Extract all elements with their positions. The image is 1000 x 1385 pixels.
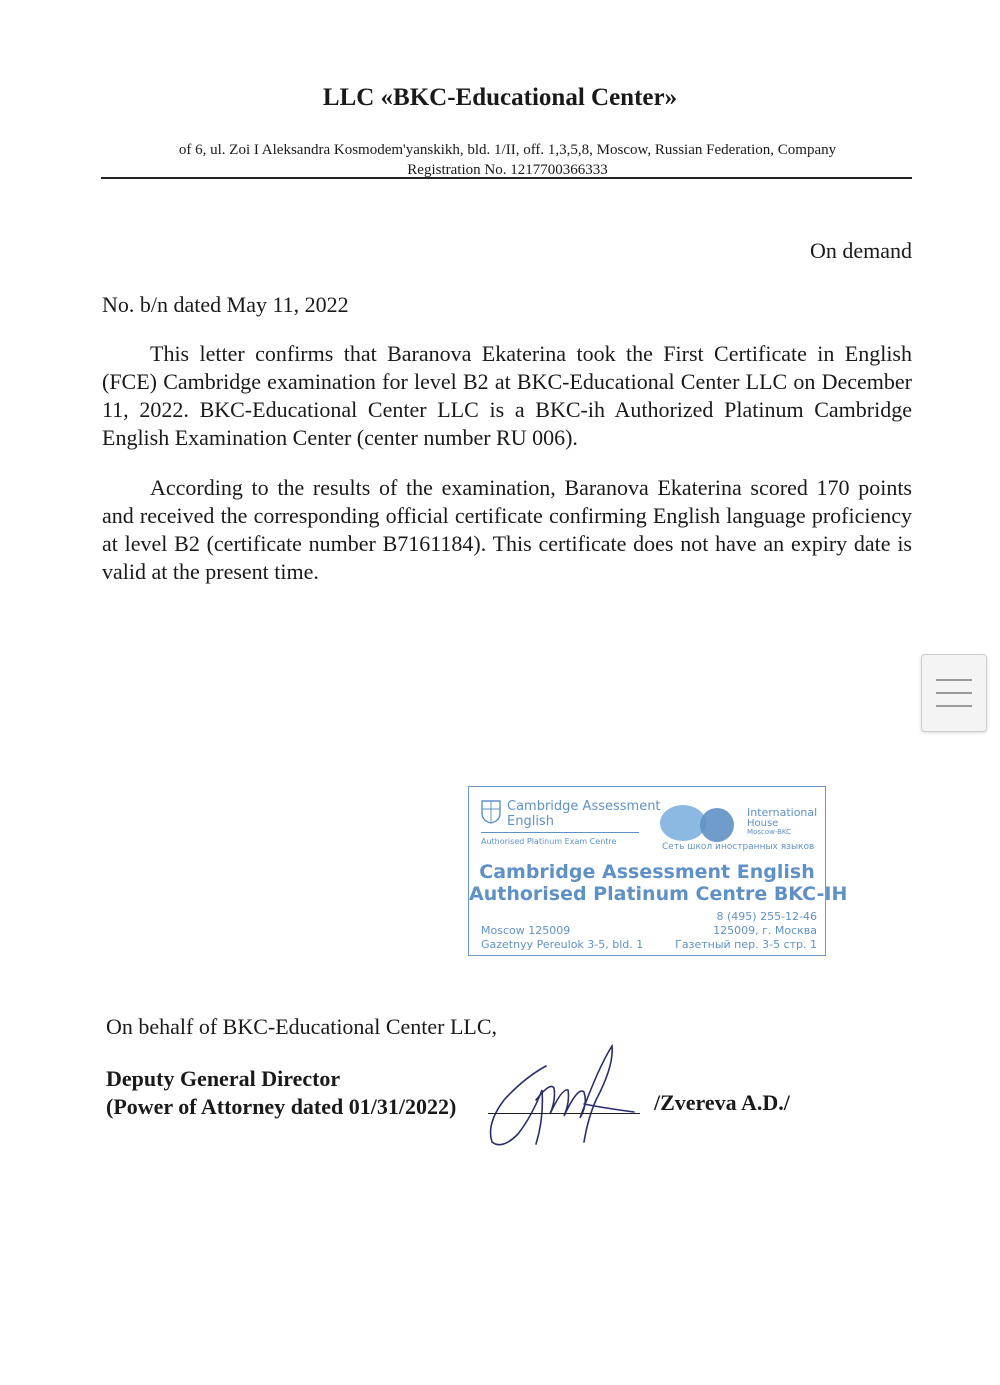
- address-line-1: of 6, ul. Zoi I Aleksandra Kosmodem'yanskikh, bld. 1/II, off. 1,3,5,8, Moscow, Russian Federation, Company: [178, 142, 837, 158]
- address-line-2: Registration No. 1217700366333: [407, 162, 608, 178]
- stamp-ih-line-2: House: [747, 818, 779, 829]
- stamp-divider: [481, 832, 639, 833]
- menu-handle-button[interactable]: [921, 654, 987, 732]
- header-divider: [101, 177, 912, 179]
- stamp-address-ru: Газетный пер. 3-5 стр. 1: [675, 938, 817, 951]
- cambridge-crest-icon: [481, 800, 501, 824]
- stamp-ih-line-1: International: [747, 806, 818, 819]
- menu-line-icon: [936, 692, 972, 694]
- stamp-city-en: Moscow 125009: [481, 924, 571, 937]
- company-address: [110, 140, 905, 180]
- bkc-ih-logo-icon: [659, 803, 737, 843]
- letter-reference: No. b/n dated May 11, 2022: [102, 292, 349, 317]
- body-paragraph-1: This letter confirms that Baranova Ekaterina took the First Certificate in English (FCE) Cambridge examination for level B2 at BKC-Educational Center LLC on December 11, 2022. BKC-Educational Center LLC is a BKC-ih Authorized Platinum Cambridge English Examination Center (center number RU 006).: [102, 341, 912, 450]
- body-paragraph-2: According to the results of the examination, Baranova Ekaterina scored 170 points and received the corresponding official certificate confirming English language proficiency at level B2 (certificate number B7161184). This certificate does not have an expiry date is valid at the present time.: [102, 475, 912, 584]
- stamp-authorised-label: Authorised Platinum Exam Centre: [481, 837, 617, 846]
- stamp-city-ru: 125009, г. Москва: [713, 924, 817, 937]
- power-of-attorney: (Power of Attorney dated 01/31/2022): [106, 1094, 457, 1119]
- on-behalf-line: On behalf of BKC-Educational Center LLC,: [106, 1014, 498, 1039]
- stamp-main-line-2: Authorised Platinum Centre BKC-IH: [469, 883, 848, 905]
- stamp-cambridge-line-2: English: [507, 814, 554, 829]
- stamp-cambridge-line-1: Cambridge Assessment: [507, 799, 661, 814]
- stamp-network-label: Сеть школ иностранных языков: [662, 842, 815, 852]
- company-name: LLC «BKC-Educational Center»: [322, 84, 678, 111]
- signature-line: [488, 1113, 640, 1114]
- stamp-address-en: Gazetnyy Pereulok 3-5, bld. 1: [481, 938, 644, 951]
- signer-role: Deputy General Director: [106, 1066, 341, 1091]
- stamp-main-line-1: Cambridge Assessment English: [479, 861, 815, 883]
- official-stamp: [468, 786, 848, 956]
- on-demand-label: On demand: [809, 238, 912, 263]
- menu-line-icon: [936, 679, 972, 681]
- stamp-ih-line-3: Moscow-BKC: [747, 828, 791, 836]
- handwritten-signature: [484, 1038, 659, 1153]
- stamp-phone: 8 (495) 255-12-46: [716, 910, 817, 923]
- menu-line-icon: [936, 705, 972, 707]
- signer-name: /Zvereva A.D./: [654, 1090, 790, 1115]
